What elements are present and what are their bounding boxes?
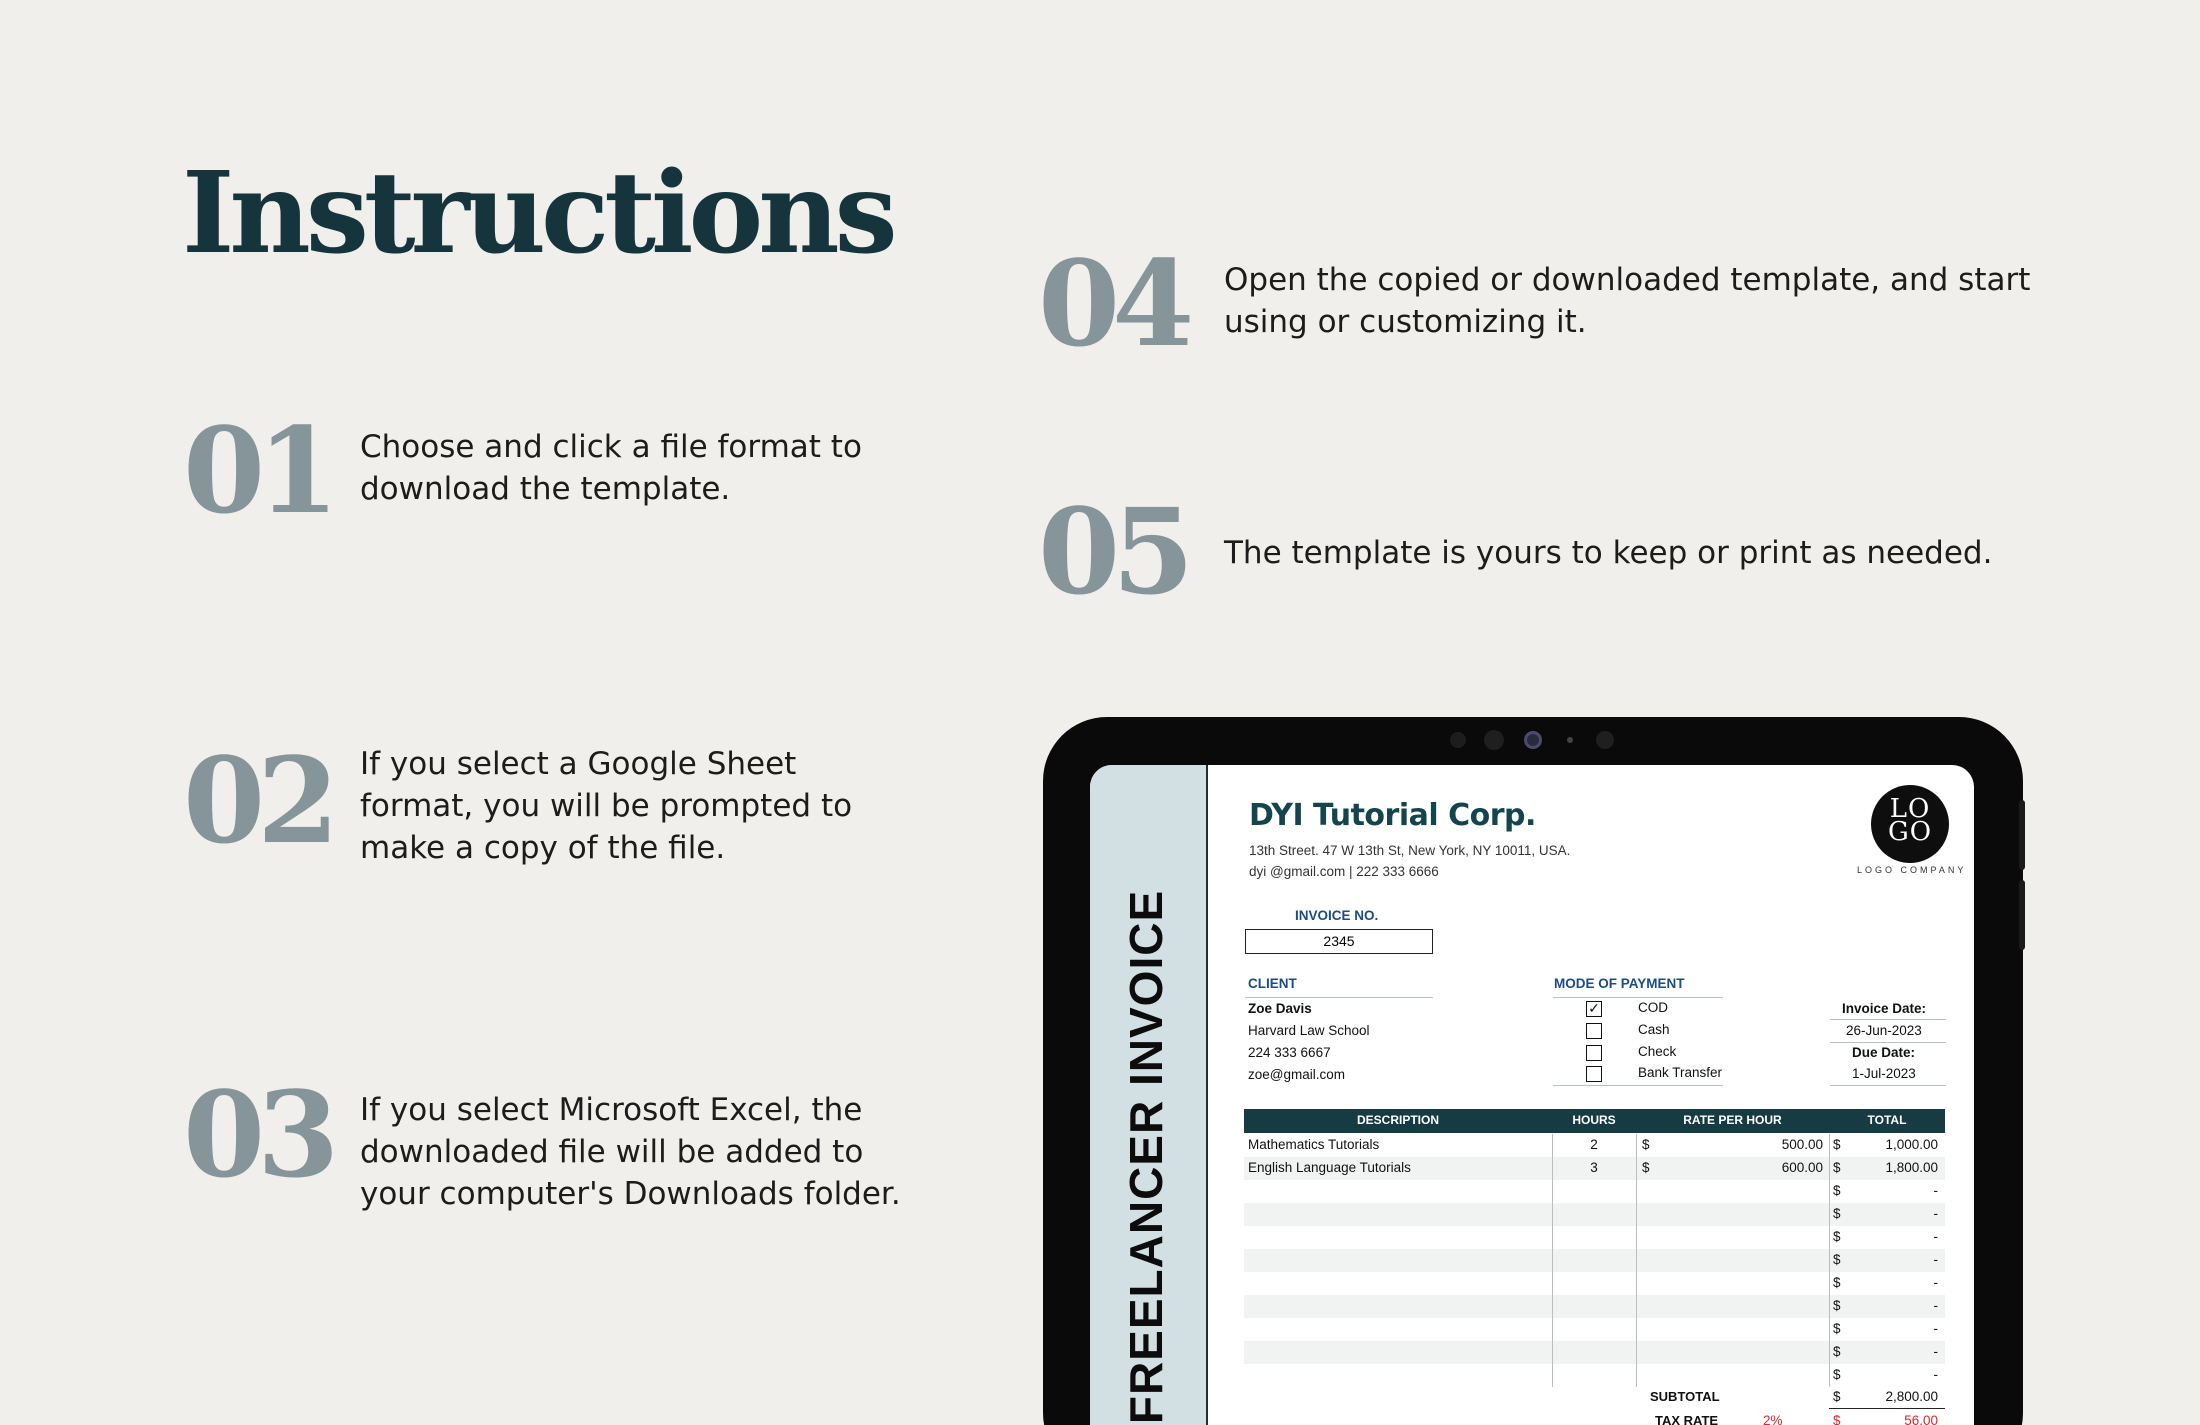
client-org: Harvard Law School [1248, 1023, 1370, 1038]
payment-checkbox-bank-transfer[interactable] [1586, 1066, 1602, 1082]
tablet-side-button [2019, 800, 2025, 870]
tax-currency: $ [1833, 1413, 1841, 1425]
payment-divider [1553, 997, 1723, 998]
table-row [1244, 1134, 1945, 1157]
client-email: zoe@gmail.com [1248, 1067, 1345, 1082]
cell-total: - [1933, 1344, 1938, 1359]
table-row [1244, 1203, 1945, 1226]
logo-caption: LOGO COMPANY [1857, 865, 1967, 875]
cell-total-currency: $ [1833, 1367, 1841, 1382]
logo-line-1: LO [1889, 794, 1931, 824]
invoice-date-value: 26-Jun-2023 [1846, 1023, 1922, 1038]
tax-rate-value: 2% [1763, 1413, 1783, 1425]
sensor-icon [1484, 730, 1504, 750]
step-02-line-3: make a copy of the file. [360, 830, 726, 866]
cell-total-currency: $ [1833, 1229, 1841, 1244]
step-05-line-1: The template is yours to keep or print as needed. [1224, 535, 1993, 571]
cell-rate-currency: $ [1642, 1137, 1650, 1152]
step-number-05: 05 [1038, 482, 1187, 621]
company-address: 13th Street. 47 W 13th St, New York, NY 10011, USA. [1249, 843, 1571, 858]
table-row [1244, 1226, 1945, 1249]
tablet-side-button [2019, 880, 2025, 950]
invoice-number-label: INVOICE NO. [1295, 908, 1379, 923]
step-text-01 [360, 426, 862, 510]
step-03-line-3: your computer's Downloads folder. [360, 1176, 901, 1212]
cell-total-currency: $ [1833, 1206, 1841, 1221]
step-03-line-2: downloaded file will be added to [360, 1134, 864, 1170]
cell-total-currency: $ [1833, 1183, 1841, 1198]
invoice-number-field[interactable]: 2345 [1245, 929, 1433, 954]
table-row [1244, 1341, 1945, 1364]
cell-total: - [1933, 1321, 1938, 1336]
column-divider [1636, 1134, 1637, 1387]
payment-mode-label: MODE OF PAYMENT [1554, 976, 1685, 991]
invoice-date-label: Invoice Date: [1842, 1001, 1927, 1016]
cell-total-currency: $ [1833, 1344, 1841, 1359]
company-name: DYI Tutorial Corp. [1249, 798, 1536, 833]
table-row [1244, 1249, 1945, 1272]
client-name: Zoe Davis [1248, 1001, 1312, 1016]
step-01-line-2: download the template. [360, 471, 731, 507]
cell-total: - [1933, 1252, 1938, 1267]
camera-icon [1524, 731, 1542, 749]
cell-total-currency: $ [1833, 1275, 1841, 1290]
sensor-icon [1450, 732, 1466, 748]
due-date-value: 1-Jul-2023 [1852, 1066, 1916, 1081]
step-number-01: 01 [183, 401, 332, 540]
sensor-icon [1596, 731, 1614, 749]
step-text-03 [360, 1089, 901, 1215]
step-03-line-1: If you select Microsoft Excel, the [360, 1092, 863, 1128]
column-header-total: TOTAL [1867, 1113, 1907, 1127]
step-number-03: 03 [183, 1065, 332, 1204]
cell-rate: 600.00 [1781, 1160, 1823, 1175]
column-divider [1829, 1134, 1830, 1387]
company-contact: dyi @gmail.com | 222 333 6666 [1249, 864, 1439, 879]
subtotal-label: SUBTOTAL [1650, 1389, 1720, 1404]
table-row [1244, 1157, 1945, 1180]
column-header-hours: HOURS [1572, 1113, 1616, 1127]
step-number-02: 02 [183, 731, 332, 870]
column-divider [1552, 1134, 1553, 1387]
table-row [1244, 1272, 1945, 1295]
payment-option-check: Check [1638, 1044, 1677, 1059]
cell-rate: 500.00 [1781, 1137, 1823, 1152]
cell-rate-currency: $ [1642, 1160, 1650, 1175]
payment-option-bank-transfer: Bank Transfer [1638, 1065, 1723, 1080]
client-phone: 224 333 6667 [1248, 1045, 1331, 1060]
tax-amount: 56.00 [1904, 1413, 1938, 1425]
logo-line-2: GO [1887, 817, 1933, 847]
cell-total: 1,800.00 [1885, 1160, 1938, 1175]
step-02-line-1: If you select a Google Sheet [360, 746, 797, 782]
page-title: Instructions [182, 148, 893, 279]
step-04-line-2: using or customizing it. [1224, 304, 1587, 340]
cell-total: - [1933, 1275, 1938, 1290]
invoice-side-band [1090, 765, 1208, 1425]
payment-checkbox-check[interactable] [1586, 1045, 1602, 1061]
sensor-dot-icon [1567, 737, 1573, 743]
table-row [1244, 1295, 1945, 1318]
cell-total: - [1933, 1183, 1938, 1198]
company-logo [1871, 785, 1949, 863]
cell-total-currency: $ [1833, 1160, 1841, 1175]
payment-option-cod: COD [1638, 1000, 1668, 1015]
due-date-label: Due Date: [1852, 1045, 1916, 1060]
table-row [1244, 1318, 1945, 1341]
payment-checkbox-cash[interactable] [1586, 1023, 1602, 1039]
client-divider [1245, 997, 1433, 998]
cell-hours: 2 [1590, 1137, 1598, 1152]
cell-total: - [1933, 1298, 1938, 1313]
step-text-02 [360, 743, 852, 869]
cell-hours: 3 [1590, 1160, 1598, 1175]
step-number-04: 04 [1038, 234, 1187, 373]
tax-rate-label: TAX RATE [1655, 1413, 1719, 1425]
subtotal-underline [1829, 1408, 1945, 1409]
column-header-description: DESCRIPTION [1356, 1113, 1439, 1127]
invoice-side-title: FREELANCER INVOICE [1120, 889, 1172, 1425]
payment-checkbox-cod[interactable]: ✓ [1586, 1001, 1602, 1017]
table-row [1244, 1180, 1945, 1203]
cell-total: - [1933, 1206, 1938, 1221]
cell-total-currency: $ [1833, 1252, 1841, 1267]
cell-total: 1,000.00 [1885, 1137, 1938, 1152]
cell-total: - [1933, 1229, 1938, 1244]
step-04-line-1: Open the copied or downloaded template, and start [1224, 262, 2031, 298]
cell-total-currency: $ [1833, 1321, 1841, 1336]
tablet-screen [1090, 765, 1974, 1425]
subtotal-value: 2,800.00 [1885, 1389, 1938, 1404]
payment-option-cash: Cash [1638, 1022, 1670, 1037]
column-header-rate: RATE PER HOUR [1683, 1113, 1782, 1127]
client-label: CLIENT [1248, 976, 1297, 991]
payment-bottom-divider [1553, 1085, 1723, 1086]
due-date-underline [1830, 1085, 1946, 1086]
cell-description: English Language Tutorials [1248, 1160, 1411, 1175]
cell-total-currency: $ [1833, 1298, 1841, 1313]
step-01-line-1: Choose and click a file format to [360, 429, 862, 465]
subtotal-currency: $ [1833, 1389, 1841, 1404]
cell-total-currency: $ [1833, 1137, 1841, 1152]
cell-description: Mathematics Tutorials [1248, 1137, 1380, 1152]
invoice-date-divider [1830, 1019, 1946, 1020]
table-row [1244, 1364, 1945, 1387]
step-02-line-2: format, you will be prompted to [360, 788, 853, 824]
step-text-04 [1224, 259, 2030, 343]
cell-total: - [1933, 1367, 1938, 1382]
invoice-date-underline [1830, 1042, 1946, 1043]
step-text-05 [1224, 532, 1992, 574]
table-header [1244, 1109, 1945, 1133]
